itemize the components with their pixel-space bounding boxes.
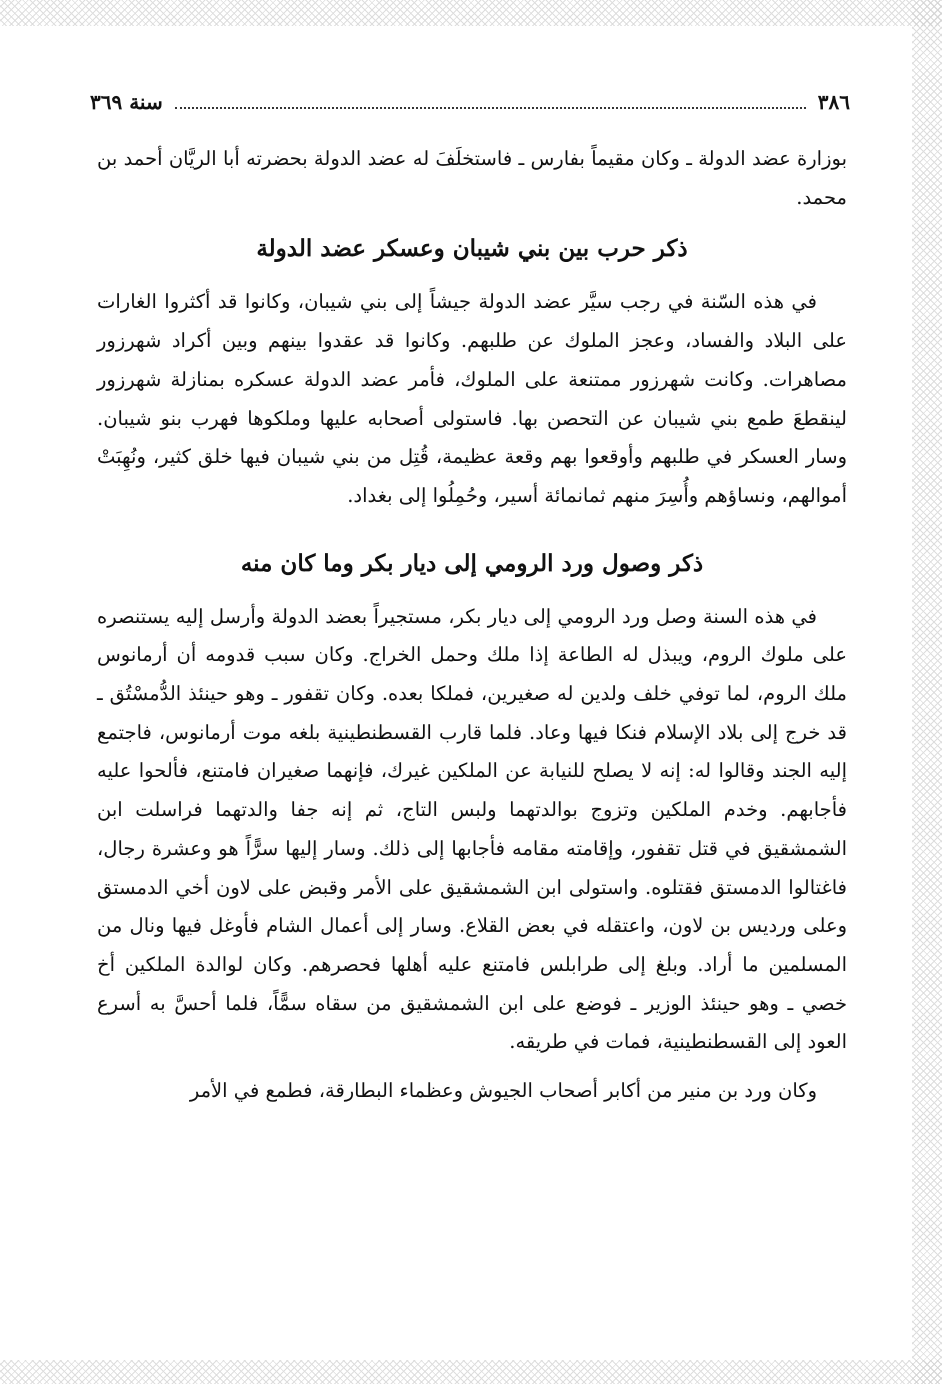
decorative-border-top [0,0,942,26]
year-label: سنة ٣٦٩ [90,90,163,114]
paragraph-ward-al-rumi: في هذه السنة وصل ورد الرومي إلى ديار بكر، مستجيراً بعضد الدولة وأرسل إليه يستنصره على ملوك الروم، ويبذل له الطاعة إذا ملك وحمل الخراج. وكان سبب قدومه أن أرمانوس ملك الروم، لما توفي خلف ولدين له صغيرين، فملكا بعده. وكان تقفور ـ وهو حينئذ الدُّمسْتُق ـ قد خرج إلى بلاد الإسلام فنكا فيها وعاد. فلما قارب القسطنطينية بلغه موت أرمانوس، فاجتمع إليه الجند وقالوا له: إنه لا يصلح للنيابة عن الملكين غيرك، فإنهما صغيران فامتنع، فألحوا عليه فأجابهم. وخدم الملكين وتزوج بوالدتهما ولبس التاج، ثم إنه جفا والدتهما فراسلت ابن الشمشقيق في قتل تقفور، وإقامته مقامه فأجابها إلى ذلك. وسار إليها سرًّاً هو وعشرة رجال، فاغتالوا الدمستق فقتلوه. واستولى ابن الشمشقيق على الأمر وقبض على لاون أخي الدمستق وعلى ورديس بن لاون، واعتقله في بعض القلاع. وسار إلى أعمال الشام فأوغل فيها ونال من المسلمين ما أراد. وبلغ إلى طرابلس فامتنع عليه أهلها فحصرهم. وكان لوالدة الملكين أخ خصي ـ وهو حينئذ الوزير ـ فوضع على ابن الشمشقيق من سقاه سمًّاً، فلما أحسَّ به أسرع العود إلى القسطنطينية، فمات في طريقه. [97,604,847,1054]
running-header [90,86,850,118]
decorative-border-right [912,0,942,1384]
header-dotted-leader [175,107,806,109]
section-heading-ward-al-rumi: ذكر وصول ورد الرومي إلى ديار بكر وما كان منه [240,549,704,577]
page-body [97,140,847,1111]
decorative-border-bottom [0,1360,942,1384]
paragraph-ward-ibn-munir: وكان ورد بن منير من أكابر أصحاب الجيوش وعظماء البطارقة، فطمع في الأمر [189,1079,817,1103]
paragraph-continuation: بوزارة عضد الدولة ـ وكان مقيماً بفارس ـ فاستخلَفَ له عضد الدولة بحضرته أبا الريَّان أحمد بن محمد. [97,147,847,209]
page-number: ٣٨٦ [817,90,850,114]
section-heading-banu-shayban: ذكر حرب بين بني شيبان وعسكر عضد الدولة [256,235,688,263]
paragraph-banu-shayban: في هذه السّنة في رجب سيَّر عضد الدولة جيشاً إلى بني شيبان، وكانوا قد أكثروا الغارات على البلاد والفساد، وعجز الملوك عن طلبهم. وكانوا قد عقدوا بينهم وبين أكراد شهرزور مصاهرات. وكانت شهرزور ممتنعة على الملوك، فأمر عضد الدولة عسكره بمنازلة شهرزور لينقطعَ طمع بني شيبان عن التحصن بها. فاستولى أصحابه عليها وملكوها فهرب بنو شيبان. وسار العسكر في طلبهم وأوقعوا بهم وقعة عظيمة، قُتِل من بني شيبان فيها خلق كثير، ونُهِبَتْ أموالهم، ونساؤهم وأُسِرَ منهم ثمانمائة أسير، وحُمِلُوا إلى بغداد. [97,290,847,507]
